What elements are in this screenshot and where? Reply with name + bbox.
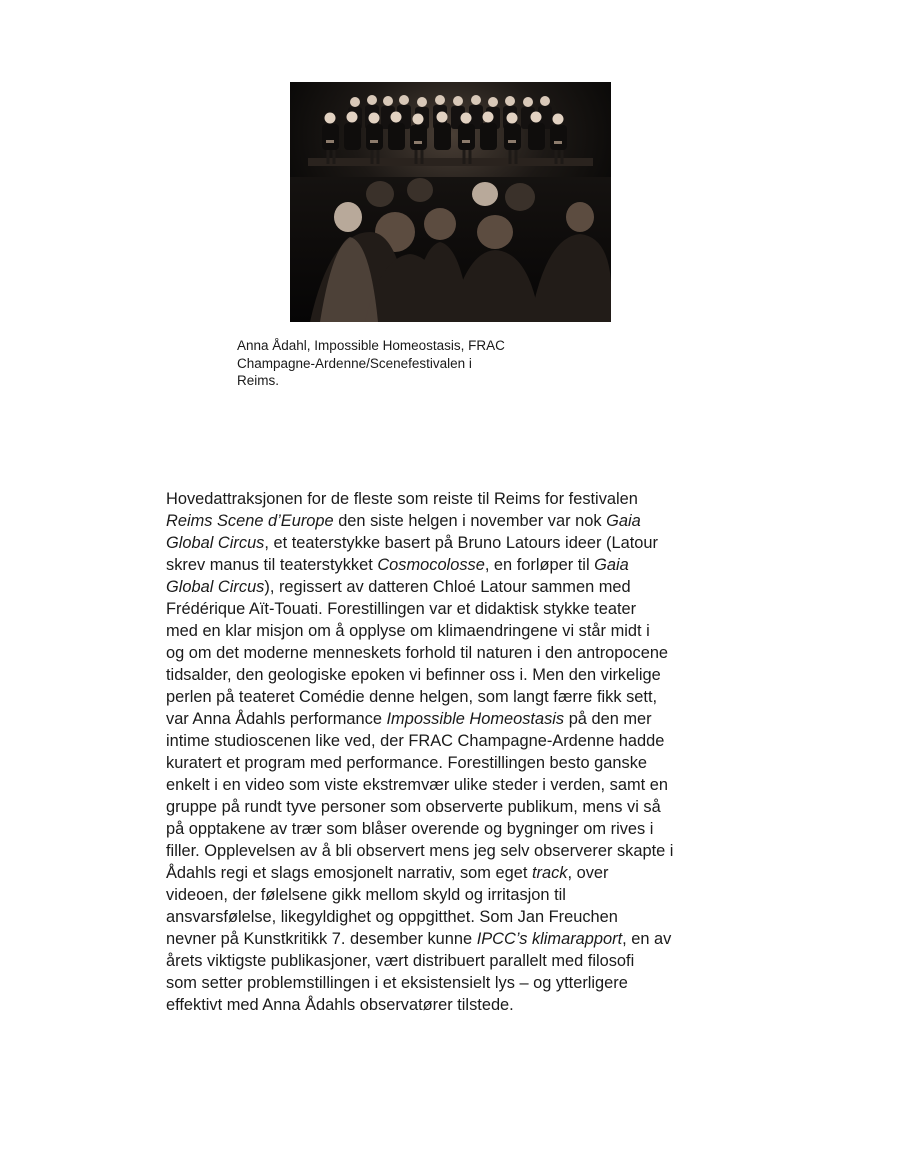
text-run: kuratert et program med performance. Forestillingen besto ganske: [166, 754, 648, 772]
text-run: Ådahls regi et slags emosjonelt narrativ, som eget: [166, 864, 532, 882]
text-run: som setter problemstillingen i et eksistensielt lys – og ytterligere: [166, 974, 628, 992]
text-run: årets viktigste publikasjoner, vært distribuert parallelt med filosofi: [166, 952, 635, 970]
article-line: [166, 774, 746, 796]
text-run: ), regissert av datteren Chloé Latour sammen med: [264, 578, 631, 596]
caption-line: Anna Ådahl, Impossible Homeostasis, FRAC: [237, 338, 505, 353]
text-run: , en av: [622, 930, 672, 948]
article-line: [166, 620, 746, 642]
performance-photo: [290, 82, 611, 322]
text-run: , en forløper til: [484, 556, 595, 574]
text-run: ansvarsfølelse, likegyldighet og oppgitthet. Som Jan Freuchen: [166, 908, 618, 926]
article-line: [166, 796, 746, 818]
text-run: , et teaterstykke basert på Bruno Latours ideer (Latour: [264, 534, 658, 552]
article-line: [166, 532, 746, 554]
italic-title: Gaia: [594, 556, 629, 574]
italic-title: Gaia: [606, 512, 641, 530]
article-line: [166, 576, 746, 598]
article-line: [166, 554, 746, 576]
article-body: [166, 488, 746, 1016]
italic-title: Global Circus: [166, 578, 265, 596]
text-run: filler. Opplevelsen av å bli observert mens jeg selv observerer skapte i: [166, 842, 674, 860]
text-run: enkelt i en video som viste ekstremvær ulike steder i verden, samt en: [166, 776, 668, 794]
article-line: [166, 994, 746, 1016]
article-line: [166, 752, 746, 774]
text-run: perlen på teateret Comédie denne helgen, som langt færre fikk sett,: [166, 688, 658, 706]
article-line: [166, 708, 746, 730]
article-line: [166, 928, 746, 950]
article-line: [166, 818, 746, 840]
text-run: nevner på Kunstkritikk 7. desember kunne: [166, 930, 477, 948]
text-run: var Anna Ådahls performance: [166, 710, 387, 728]
text-run: videoen, der følelsene gikk mellom skyld og irritasjon til: [166, 886, 566, 904]
italic-title: Reims Scene d’Europe: [166, 512, 334, 530]
article-line: [166, 884, 746, 906]
article-line: [166, 840, 746, 862]
italic-title: Cosmocolosse: [377, 556, 485, 574]
article-line: [166, 598, 746, 620]
article-line: [166, 510, 746, 532]
article-line: [166, 972, 746, 994]
italic-title: Impossible Homeostasis: [386, 710, 565, 728]
text-run: Hovedattraksjonen for de fleste som reiste til Reims for festivalen: [166, 490, 638, 508]
article-line: [166, 642, 746, 664]
text-run: tidsalder, den geologiske epoken vi befinner oss i. Men den virkelige: [166, 666, 661, 684]
text-run: og om det moderne menneskets forhold til naturen i den antropocene: [166, 644, 669, 662]
italic-title: IPCC’s klimarapport: [476, 930, 623, 948]
caption-line: Reims.: [237, 373, 280, 388]
article-line: [166, 686, 746, 708]
article-line: [166, 862, 746, 884]
text-run: skrev manus til teaterstykket: [166, 556, 378, 574]
text-run: Frédérique Aït-Touati. Forestillingen var et didaktisk stykke teater: [166, 600, 637, 618]
text-run: effektivt med Anna Ådahls observatører tilstede.: [166, 996, 514, 1014]
article-line: [166, 488, 746, 510]
article-line: [166, 664, 746, 686]
text-run: med en klar misjon om å opplyse om klimaendringene vi står midt i: [166, 622, 650, 640]
text-run: på opptakene av trær som blåser overende og bygninger om rives i: [166, 820, 654, 838]
article-line: [166, 906, 746, 928]
article-line: [166, 950, 746, 972]
text-run: på den mer: [564, 710, 652, 728]
text-run: intime studioscenen like ved, der FRAC Champagne-Ardenne hadde: [166, 732, 665, 750]
caption-line: Champagne-Ardenne/Scenefestivalen i: [237, 355, 472, 371]
italic-title: Global Circus: [166, 534, 265, 552]
text-run: , over: [567, 864, 609, 882]
italic-title: track: [531, 864, 568, 882]
article-line: [166, 730, 746, 752]
text-run: den siste helgen i november var nok: [333, 512, 607, 530]
text-run: gruppe på rundt tyve personer som observerte publikum, mens vi så: [166, 798, 661, 816]
photo-caption: [237, 337, 567, 390]
